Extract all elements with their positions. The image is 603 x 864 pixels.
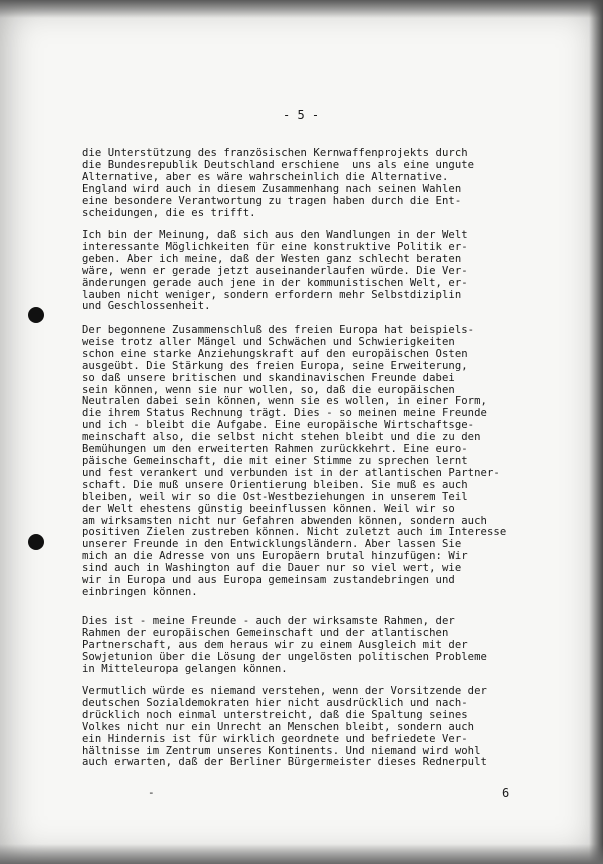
text-line: positiven Zielen zustreben können. Nicht zuletzt auch im Interesse (82, 526, 507, 539)
text-line: bleiben, weil wir so die Ost-Westbeziehungen in unserem Teil (82, 490, 468, 503)
text-line: die Unterstützung des französischen Kernwaffenprojekts durch (82, 147, 468, 159)
paragraph-4 (82, 616, 552, 676)
text-line: so daß unsere britischen und skandinavischen Freunde dabei (82, 371, 455, 384)
footer-mark: - (148, 786, 155, 799)
text-line: Dies ist - meine Freunde - auch der wirksamste Rahmen, der (82, 615, 455, 627)
text-line: sind auch in Washington auf die Dauer nur so viel wert, wie (82, 562, 462, 575)
text-line: Ich bin der Meinung, daß sich aus den Wandlungen in der Welt (82, 229, 468, 241)
text-line: die Bundesrepublik Deutschland erschiene uns als eine ungute (82, 158, 475, 171)
text-line: deutschen Sozialdemokraten hier nicht ausdrücklich und nach- (82, 696, 468, 709)
text-line: scheidungen, die es trifft. (82, 206, 256, 219)
paragraph-1 (82, 148, 552, 219)
text-line: meinschaft also, die selbst nicht stehen bleibt und die zu den (82, 431, 481, 444)
text-line: interessante Möglichkeiten für eine konstruktive Politik er- (82, 240, 468, 253)
text-line: und Geschlossenheit. (82, 300, 211, 313)
text-line: Der begonnene Zusammenschluß des freien Europa hat beispiels- (82, 324, 475, 336)
text-line: Sowjetunion über die Lösung der ungelösten politischen Probleme (82, 650, 487, 663)
text-line: in Mitteleuropa gelangen können. (82, 662, 288, 675)
text-line: schaft. Die muß unsere Orientierung bleiben. Sie muß es auch (82, 478, 468, 491)
text-line: am wirksamsten nicht nur Gefahren abwenden können, sondern auch (82, 514, 487, 527)
text-line: drücklich noch einmal unterstreicht, daß die Spaltung seines (82, 708, 468, 721)
text-line: päische Gemeinschaft, die mit einer Stimme zu sprechen lernt (82, 454, 468, 467)
text-line: unserer Freunde in den Entwicklungsländern. Aber lassen Sie (82, 538, 462, 551)
punch-hole-top (28, 307, 44, 323)
text-line: auch erwarten, daß der Berliner Bürgermeister dieses Rednerpult (82, 756, 487, 769)
text-line: England wird auch in diesem Zusammenhang nach seinen Wahlen (82, 182, 462, 195)
text-line: Partnerschaft, aus dem heraus wir zu einem Ausgleich mit der (82, 638, 468, 651)
scan-edge-bottom (0, 844, 603, 864)
text-line: und fest verankert und verbunden ist in der atlantischen Partner- (82, 466, 500, 479)
text-line: Volkes nicht nur ein Unrecht an Menschen bleibt, sondern auch (82, 720, 475, 733)
text-line: hältnisse im Zentrum unseres Kontinents. Und niemand wird wohl (82, 744, 481, 757)
text-line: geben. Aber ich meine, daß der Westen ganz schlecht beraten (82, 252, 462, 265)
paragraph-2 (82, 230, 552, 313)
paragraph-3 (82, 325, 552, 599)
text-line: Vermutlich würde es niemand verstehen, wenn der Vorsitzende der (82, 685, 487, 697)
text-line: ausgeübt. Die Stärkung des freien Europa, seine Erweiterung, (82, 359, 468, 372)
text-line: sein können, wenn sie nur wollen, so, daß die europäischen (82, 383, 455, 396)
text-line: Rahmen der europäischen Gemeinschaft und der atlantischen (82, 626, 449, 639)
text-line: die ihrem Status Rechnung trägt. Dies - so meinen meine Freunde (82, 407, 487, 420)
text-line: Alternative, aber es wäre wahrscheinlich die Alternative. (82, 170, 449, 183)
text-line: einbringen können. (82, 585, 198, 598)
text-line: eine besondere Verantwortung zu tragen haben durch die Ent- (82, 194, 462, 207)
text-line: der Welt ehestens günstig beeinflussen können. Weil wir so (82, 502, 455, 515)
text-line: wäre, wenn er gerade jetzt auseinanderlaufen würde. Die Ver- (82, 264, 468, 277)
text-line: mich an die Adresse von uns Europäern brutal hinzufügen: Wir (82, 550, 468, 563)
text-line: und ich - bleibt die Aufgabe. Eine europäische Wirtschaftsge- (82, 419, 475, 432)
scan-edge-right (589, 0, 603, 864)
text-line: wir in Europa und aus Europa gemeinsam zustandebringen und (82, 574, 455, 587)
text-line: änderungen gerade auch jene in der kommunistischen Welt, er- (82, 276, 468, 289)
text-line: Bemühungen um den erweiterten Rahmen zurückkehrt. Eine euro- (82, 443, 468, 456)
paragraph-5 (82, 686, 552, 769)
page-number: 6 (502, 786, 510, 800)
text-line: weise trotz aller Mängel und Schwächen und Schwierigkeiten (82, 335, 455, 348)
text-line: lauben nicht weniger, sondern erfordern mehr Selbstdiziplin (82, 288, 462, 301)
punch-hole-bottom (28, 534, 44, 550)
page-top-marker: - 5 - (283, 108, 320, 122)
text-line: Neutralen dabei sein können, wenn sie es wollen, in einer Form, (82, 395, 487, 408)
text-line: ein Hindernis ist für wirklich geordnete und befriedete Ver- (82, 732, 468, 745)
text-line: schon eine starke Anziehungskraft auf den europäischen Osten (82, 347, 468, 360)
scan-edge-top (0, 0, 603, 18)
